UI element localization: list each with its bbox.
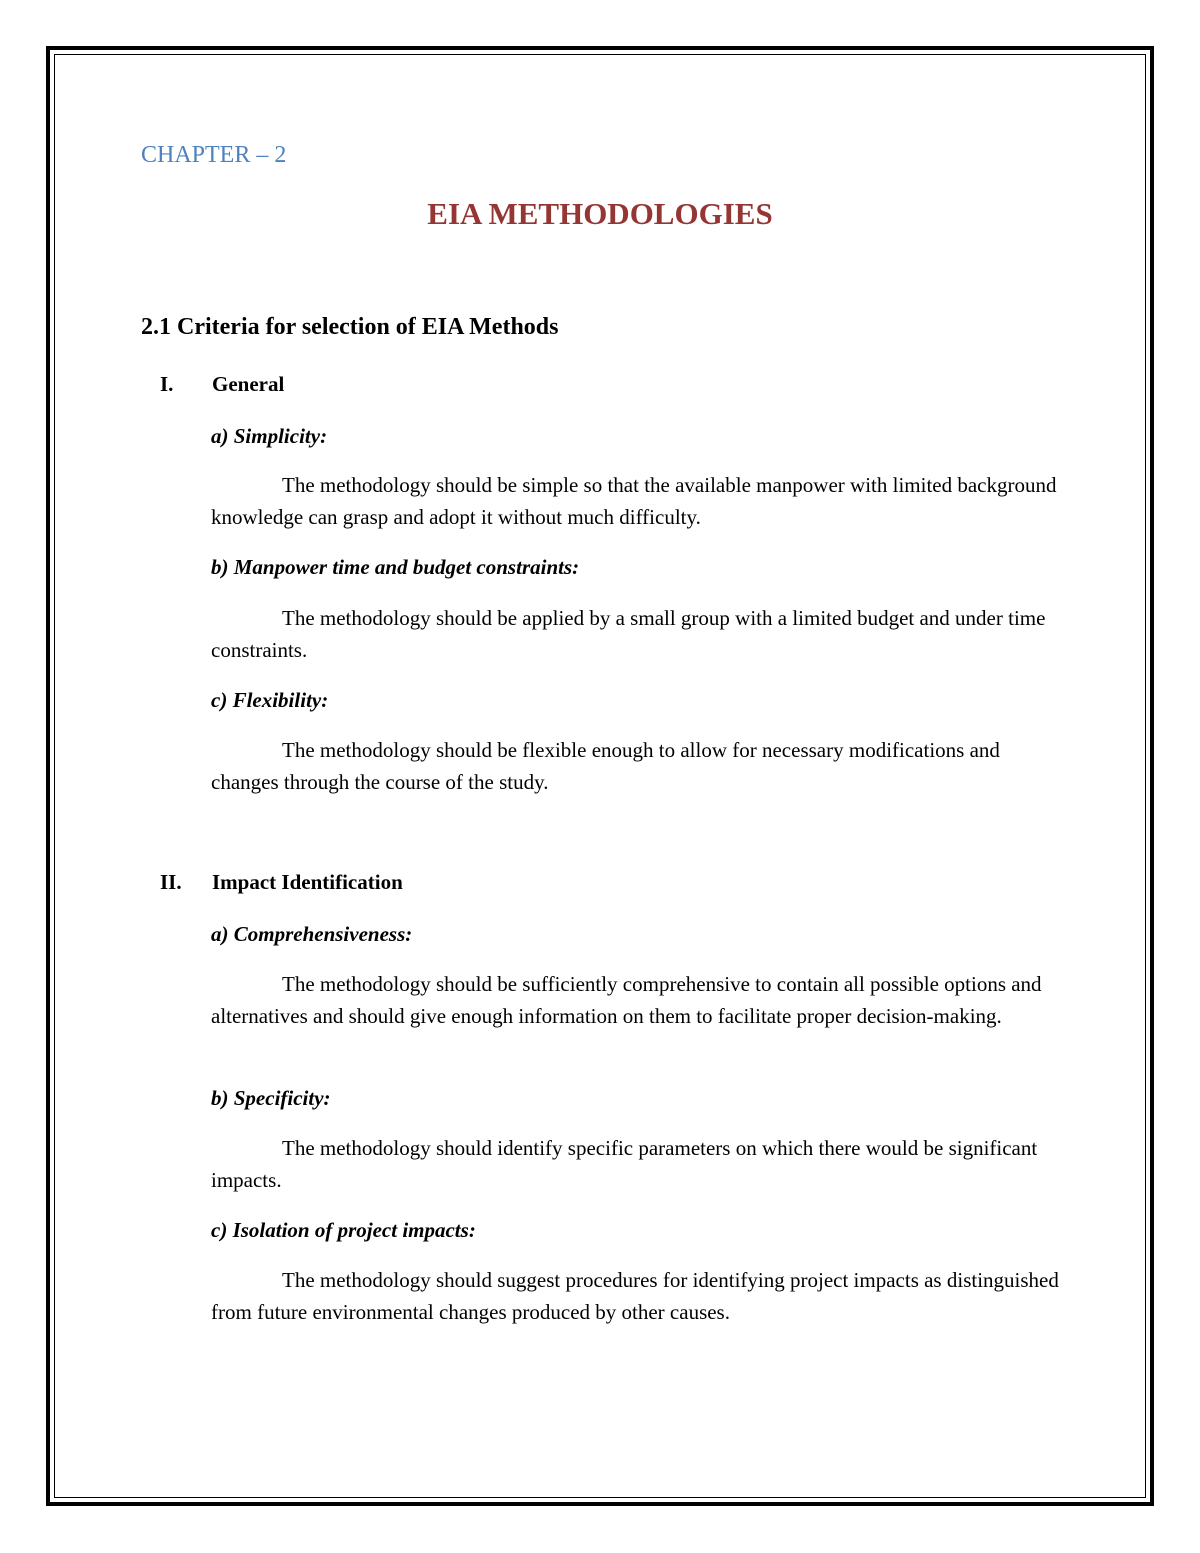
chapter-title: EIA METHODOLOGIES [427,196,773,231]
criterion-text-manpower: The methodology should be applied by a small group with a limited budget and under time constraints. [211,606,1046,662]
group-title: General [212,372,285,396]
group-title: Impact Identification [212,870,403,894]
group-heading-impact-identification [160,870,660,898]
criterion-label-isolation: c) Isolation of project impacts: [211,1218,476,1242]
criterion-label-flexibility: c) Flexibility: [211,688,329,712]
criterion-text-specificity: The methodology should identify specific parameters on which there would be significant impacts. [211,1136,1038,1192]
criterion-text-simplicity: The methodology should be simple so that the available manpower with limited background knowledge can grasp and adopt it without much difficulty. [211,473,1057,529]
group-heading-general [160,372,560,400]
group-numeral: I. [160,372,174,396]
criterion-label-simplicity: a) Simplicity: [211,424,328,448]
section-heading: 2.1 Criteria for selection of EIA Methods [141,314,559,340]
group-numeral: II. [160,870,182,894]
criterion-text-isolation: The methodology should suggest procedures for identifying project impacts as distinguished from future environmental changes produced by other causes. [211,1268,1059,1324]
criterion-label-manpower: b) Manpower time and budget constraints: [211,555,580,579]
chapter-label: CHAPTER – 2 [141,142,287,168]
criterion-text-flexibility: The methodology should be flexible enough to allow for necessary modifications and changes through the course of the study. [211,738,1000,794]
criterion-text-comprehensiveness: The methodology should be sufficiently comprehensive to contain all possible options and alternatives and should give enough information on them to facilitate proper decision-making. [211,972,1042,1028]
criterion-label-specificity: b) Specificity: [211,1086,331,1110]
criterion-label-comprehensiveness: a) Comprehensiveness: [211,922,413,946]
